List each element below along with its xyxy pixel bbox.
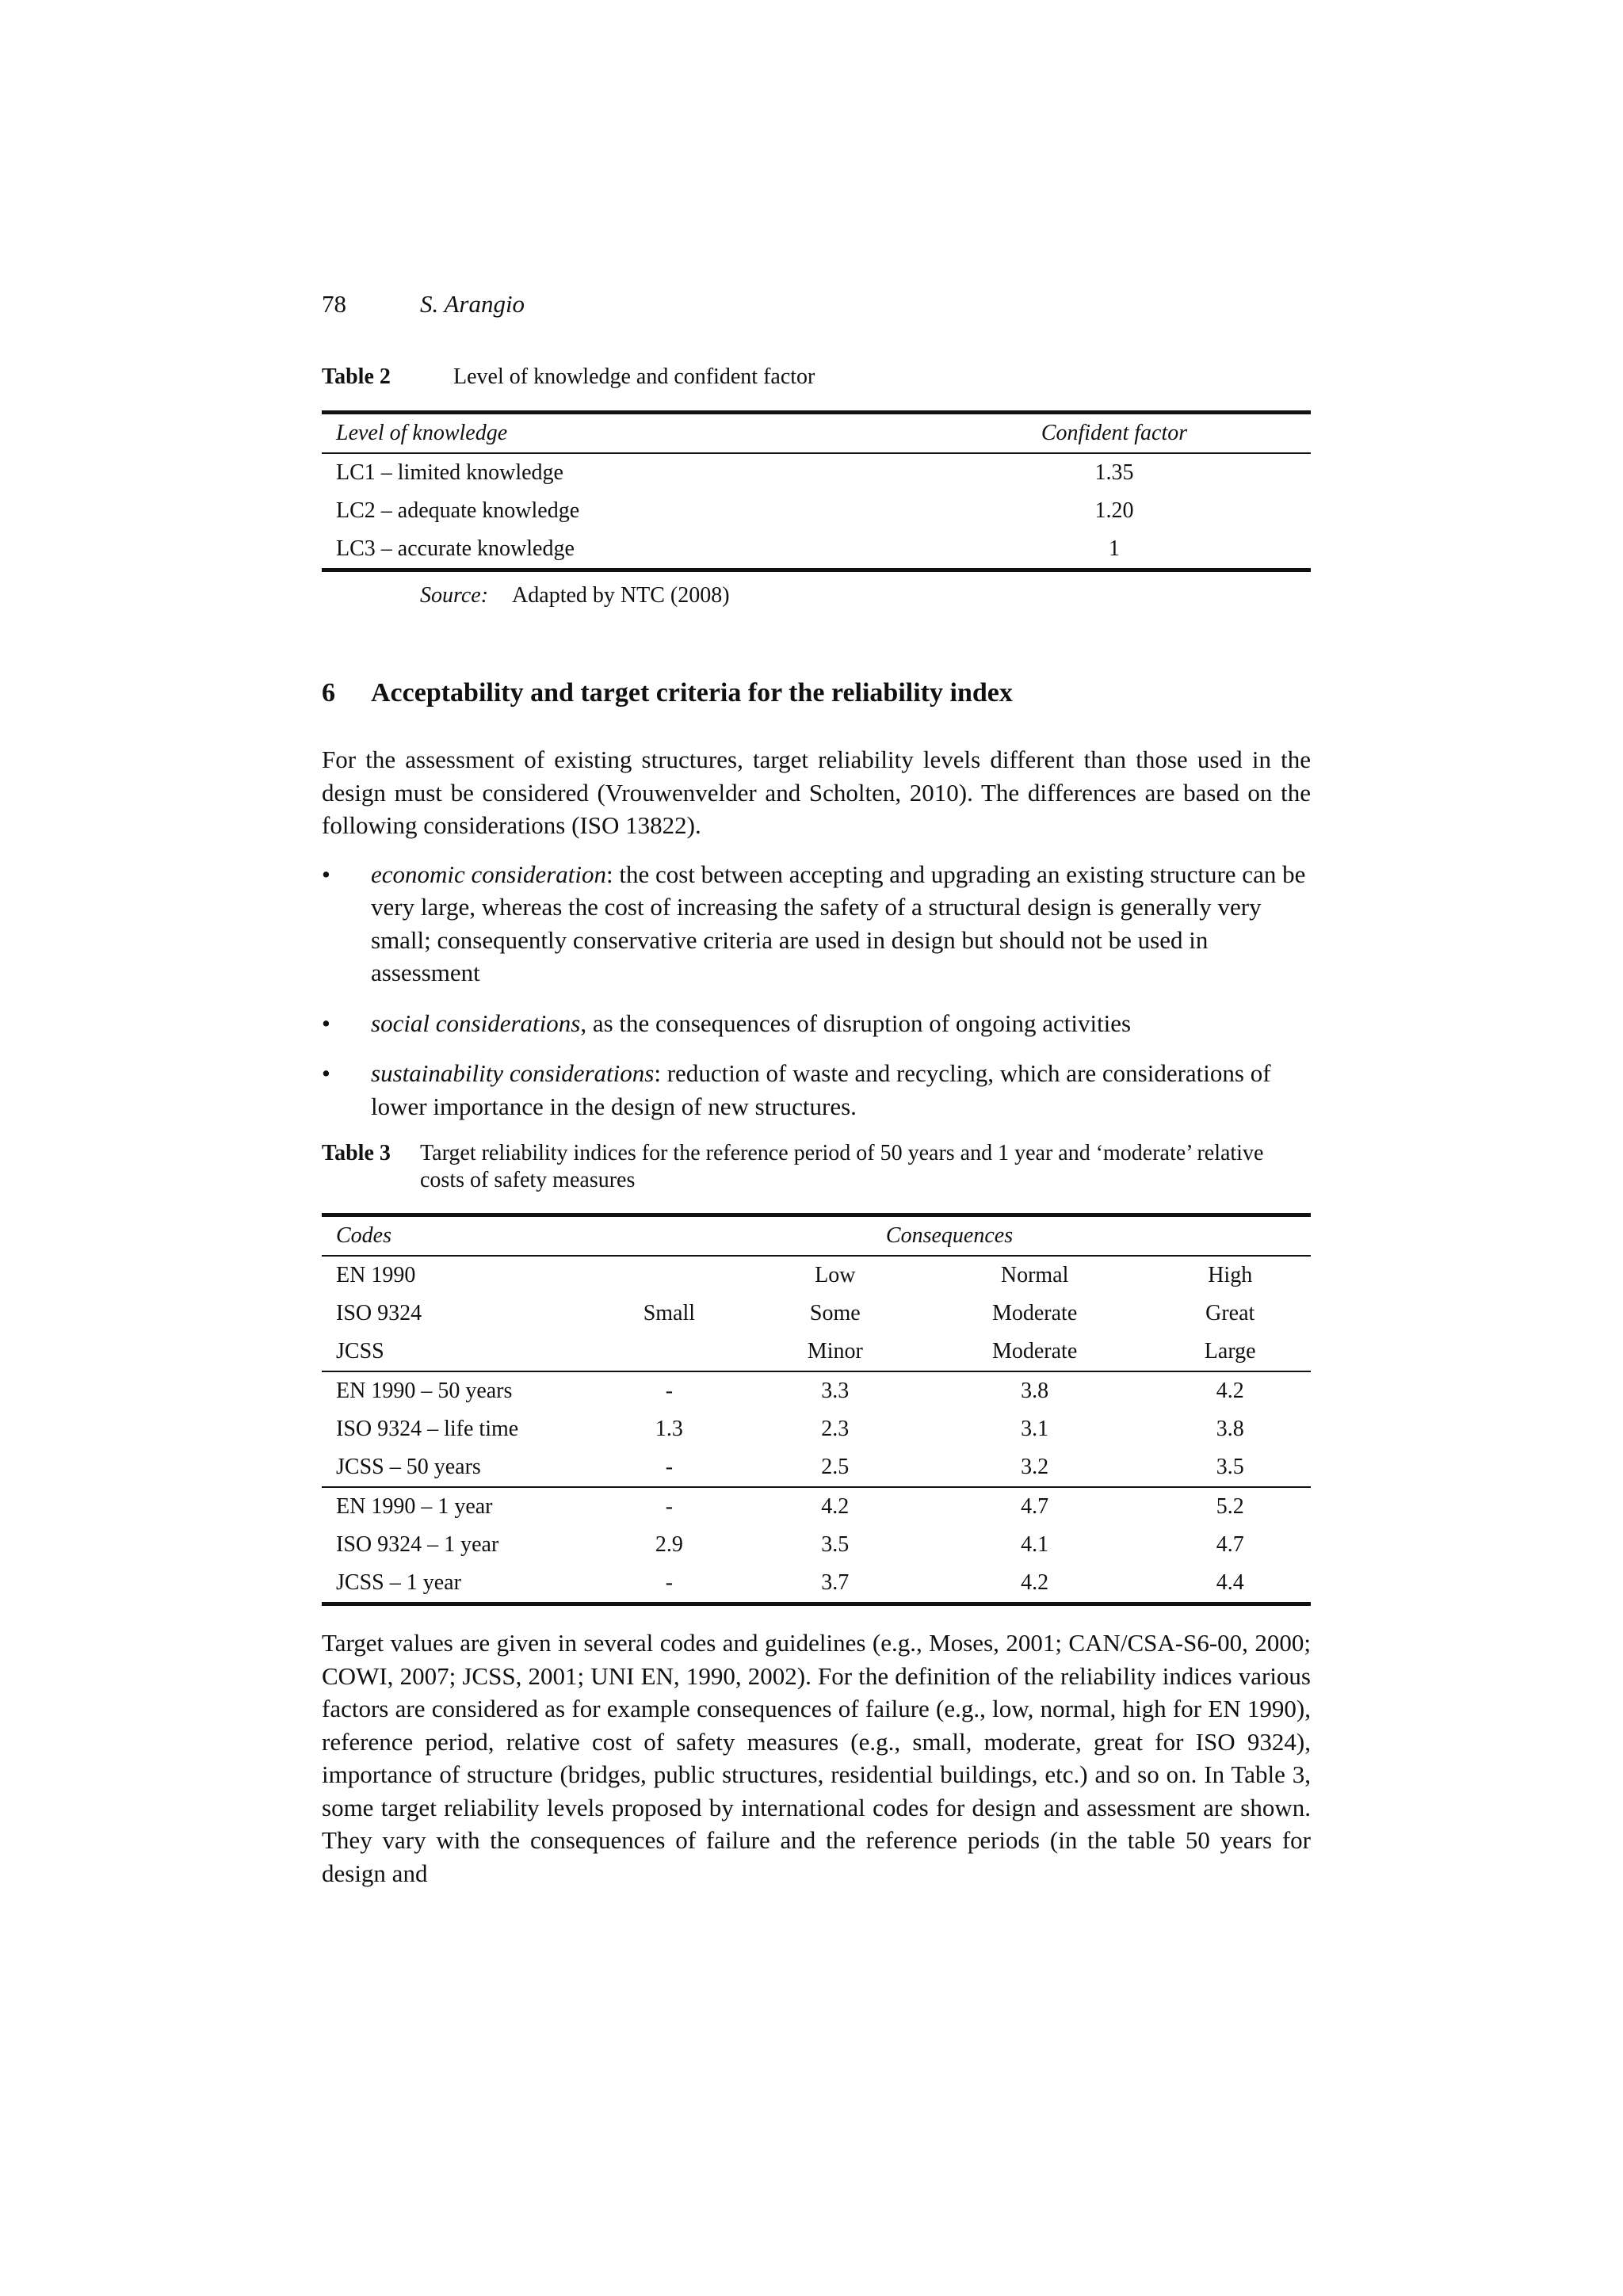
table-row <box>322 530 1311 570</box>
bullet-term: economic consideration <box>371 860 607 888</box>
list-item <box>322 1057 1311 1123</box>
table-cell: EN 1990 – 50 years <box>322 1371 588 1410</box>
table-cell: 3.3 <box>750 1371 920 1410</box>
table-row <box>322 453 1311 492</box>
table-row <box>322 1526 1311 1564</box>
table-cell: 4.2 <box>1149 1371 1311 1410</box>
paragraph-target-values: Target values are given in several codes and guidelines (e.g., Moses, 2001; CAN/CSA-S6-00, 2000; COWI, 2007; JCSS, 2001; UNI EN, 1990, 2002). For the definition of the reliability indices various factors are considered as for example consequences of failure (e.g., low, normal, high for EN 1990), reference period, relative cost of safety measures (e.g., small, moderate, great for ISO 9324), importance of structure (bridges, public structures, residential buildings, etc.) and so on. In Table 3, some target reliability levels proposed by international codes for design and assessment are shown. They vary with the consequences of failure and the reference periods (in the table 50 years for design and <box>322 1629 1311 1887</box>
table-row <box>322 1333 1311 1371</box>
table-row <box>322 1448 1311 1487</box>
table-cell: 4.7 <box>1216 1532 1244 1557</box>
bullet-term: social considerations <box>371 1009 581 1037</box>
bullet-icon: • <box>322 860 330 888</box>
table3-col-header-consequences: Consequences <box>885 1223 1014 1248</box>
table-cell: 1.3 <box>655 1417 683 1441</box>
table2 <box>322 410 1311 572</box>
page-number: 78 <box>322 290 346 318</box>
table-cell: JCSS – 1 year <box>336 1570 461 1595</box>
table-cell <box>588 1333 750 1371</box>
bullet-icon: • <box>322 1009 330 1037</box>
table-cell: JCSS – 50 years <box>336 1455 481 1479</box>
table-cell: 4.2 <box>1021 1570 1049 1595</box>
table-cell: Minor <box>807 1339 863 1363</box>
section-title: Acceptability and target criteria for the reliability index <box>371 678 1013 707</box>
section-number: 6 <box>322 678 335 707</box>
paper-page <box>322 290 1311 1890</box>
table-cell: 3.8 <box>1216 1417 1244 1441</box>
table3-col-header-codes: Codes <box>336 1223 391 1248</box>
table3-caption-text: Target reliability indices for the reference period of 50 years and 1 year and ‘moderate’ relative costs of safety measures <box>420 1141 1264 1192</box>
bullet-term: sustainability considerations <box>371 1059 655 1087</box>
paragraph-intro: For the assessment of existing structures, target reliability levels different than those used in the design must be considered (Vrouwenvelder and Scholten, 2010). The differences are based on the following considerations (ISO 13822). <box>322 746 1311 839</box>
table-cell: - <box>665 1455 674 1479</box>
table-cell: LC1 – limited knowledge <box>336 460 563 485</box>
source-text: Adapted by NTC (2008) <box>512 583 730 608</box>
table-cell: 5.2 <box>1149 1487 1311 1526</box>
bullet-text: : reduction of waste and recycling, which are considerations of lower importance in the design of new structures. <box>371 1059 1271 1120</box>
bullet-icon: • <box>322 1059 330 1087</box>
table3-label: Table 3 <box>322 1141 391 1165</box>
table-row <box>322 1295 1311 1333</box>
bullet-text: , as the consequences of disruption of ongoing activities <box>580 1009 1132 1037</box>
source-label: Source: <box>420 583 489 608</box>
table-cell: ISO 9324 – life time <box>336 1417 519 1441</box>
considerations-list <box>322 858 1311 1123</box>
table3 <box>322 1213 1311 1606</box>
table2-source <box>322 583 1311 608</box>
table-cell: 4.2 <box>750 1487 920 1526</box>
table-row <box>322 1371 1311 1410</box>
running-author: S. Arangio <box>420 290 525 318</box>
table-cell: 3.2 <box>1021 1455 1049 1479</box>
table-row <box>322 492 1311 530</box>
table-cell: 3.5 <box>1216 1455 1244 1479</box>
table-cell: Great <box>1205 1301 1255 1325</box>
table-cell: EN 1990 – 1 year <box>322 1487 588 1526</box>
table2-label: Table 2 <box>322 364 391 389</box>
table-cell: - <box>588 1487 750 1526</box>
table-cell: 4.4 <box>1216 1570 1244 1595</box>
table-cell: 4.1 <box>1021 1532 1049 1557</box>
table-cell: - <box>588 1371 750 1410</box>
table-row <box>322 1410 1311 1448</box>
table-cell: 4.7 <box>920 1487 1150 1526</box>
table2-col-header-knowledge: Level of knowledge <box>336 421 508 445</box>
table-cell: Some <box>809 1301 861 1325</box>
table-cell: Normal <box>1000 1263 1069 1287</box>
table-cell: 1 <box>1109 536 1120 561</box>
table-cell: 2.5 <box>821 1455 850 1479</box>
table3-caption <box>322 1140 1311 1194</box>
table2-col-header-factor: Confident factor <box>1041 421 1188 445</box>
table-cell: JCSS <box>336 1339 384 1363</box>
table2-caption <box>322 363 1311 391</box>
table-cell: - <box>665 1570 674 1595</box>
table-cell: LC3 – accurate knowledge <box>336 536 575 561</box>
table-cell: Small <box>643 1301 696 1325</box>
table-cell: 3.8 <box>920 1371 1150 1410</box>
table3-header-row <box>322 1215 1311 1257</box>
table-row <box>322 1487 1311 1526</box>
table-cell: 1.35 <box>1094 460 1134 485</box>
table-cell: High <box>1208 1263 1253 1287</box>
running-head <box>322 290 1311 331</box>
table-cell: 2.3 <box>821 1417 850 1441</box>
table-row <box>322 1256 1311 1295</box>
table-cell: EN 1990 <box>336 1263 416 1287</box>
table2-header-row <box>322 413 1311 454</box>
table-cell: Large <box>1204 1339 1256 1363</box>
table-cell: ISO 9324 <box>336 1301 422 1325</box>
list-item <box>322 858 1311 990</box>
table-cell: LC2 – adequate knowledge <box>336 498 580 523</box>
table-cell: Moderate <box>991 1339 1078 1363</box>
table-cell: Low <box>815 1263 856 1287</box>
table-cell: 3.1 <box>1021 1417 1049 1441</box>
table2-caption-text: Level of knowledge and confident factor <box>453 364 815 389</box>
table-cell: 2.9 <box>655 1532 683 1557</box>
table-cell: 1.20 <box>1094 498 1134 523</box>
list-item <box>322 1007 1311 1040</box>
table-cell: ISO 9324 – 1 year <box>336 1532 499 1557</box>
bullet-text: : the cost between accepting and upgrading an existing structure can be very large, whereas the cost of increasing the safety of a structural design is generally very small; consequently conservative criteria are used in design but should not be used in assessment <box>371 860 1306 986</box>
table-cell: Moderate <box>991 1301 1078 1325</box>
table-cell: 3.7 <box>821 1570 850 1595</box>
table-cell: 3.5 <box>821 1532 850 1557</box>
table-row <box>322 1564 1311 1604</box>
table-cell <box>588 1256 750 1295</box>
section-heading <box>322 678 1311 708</box>
